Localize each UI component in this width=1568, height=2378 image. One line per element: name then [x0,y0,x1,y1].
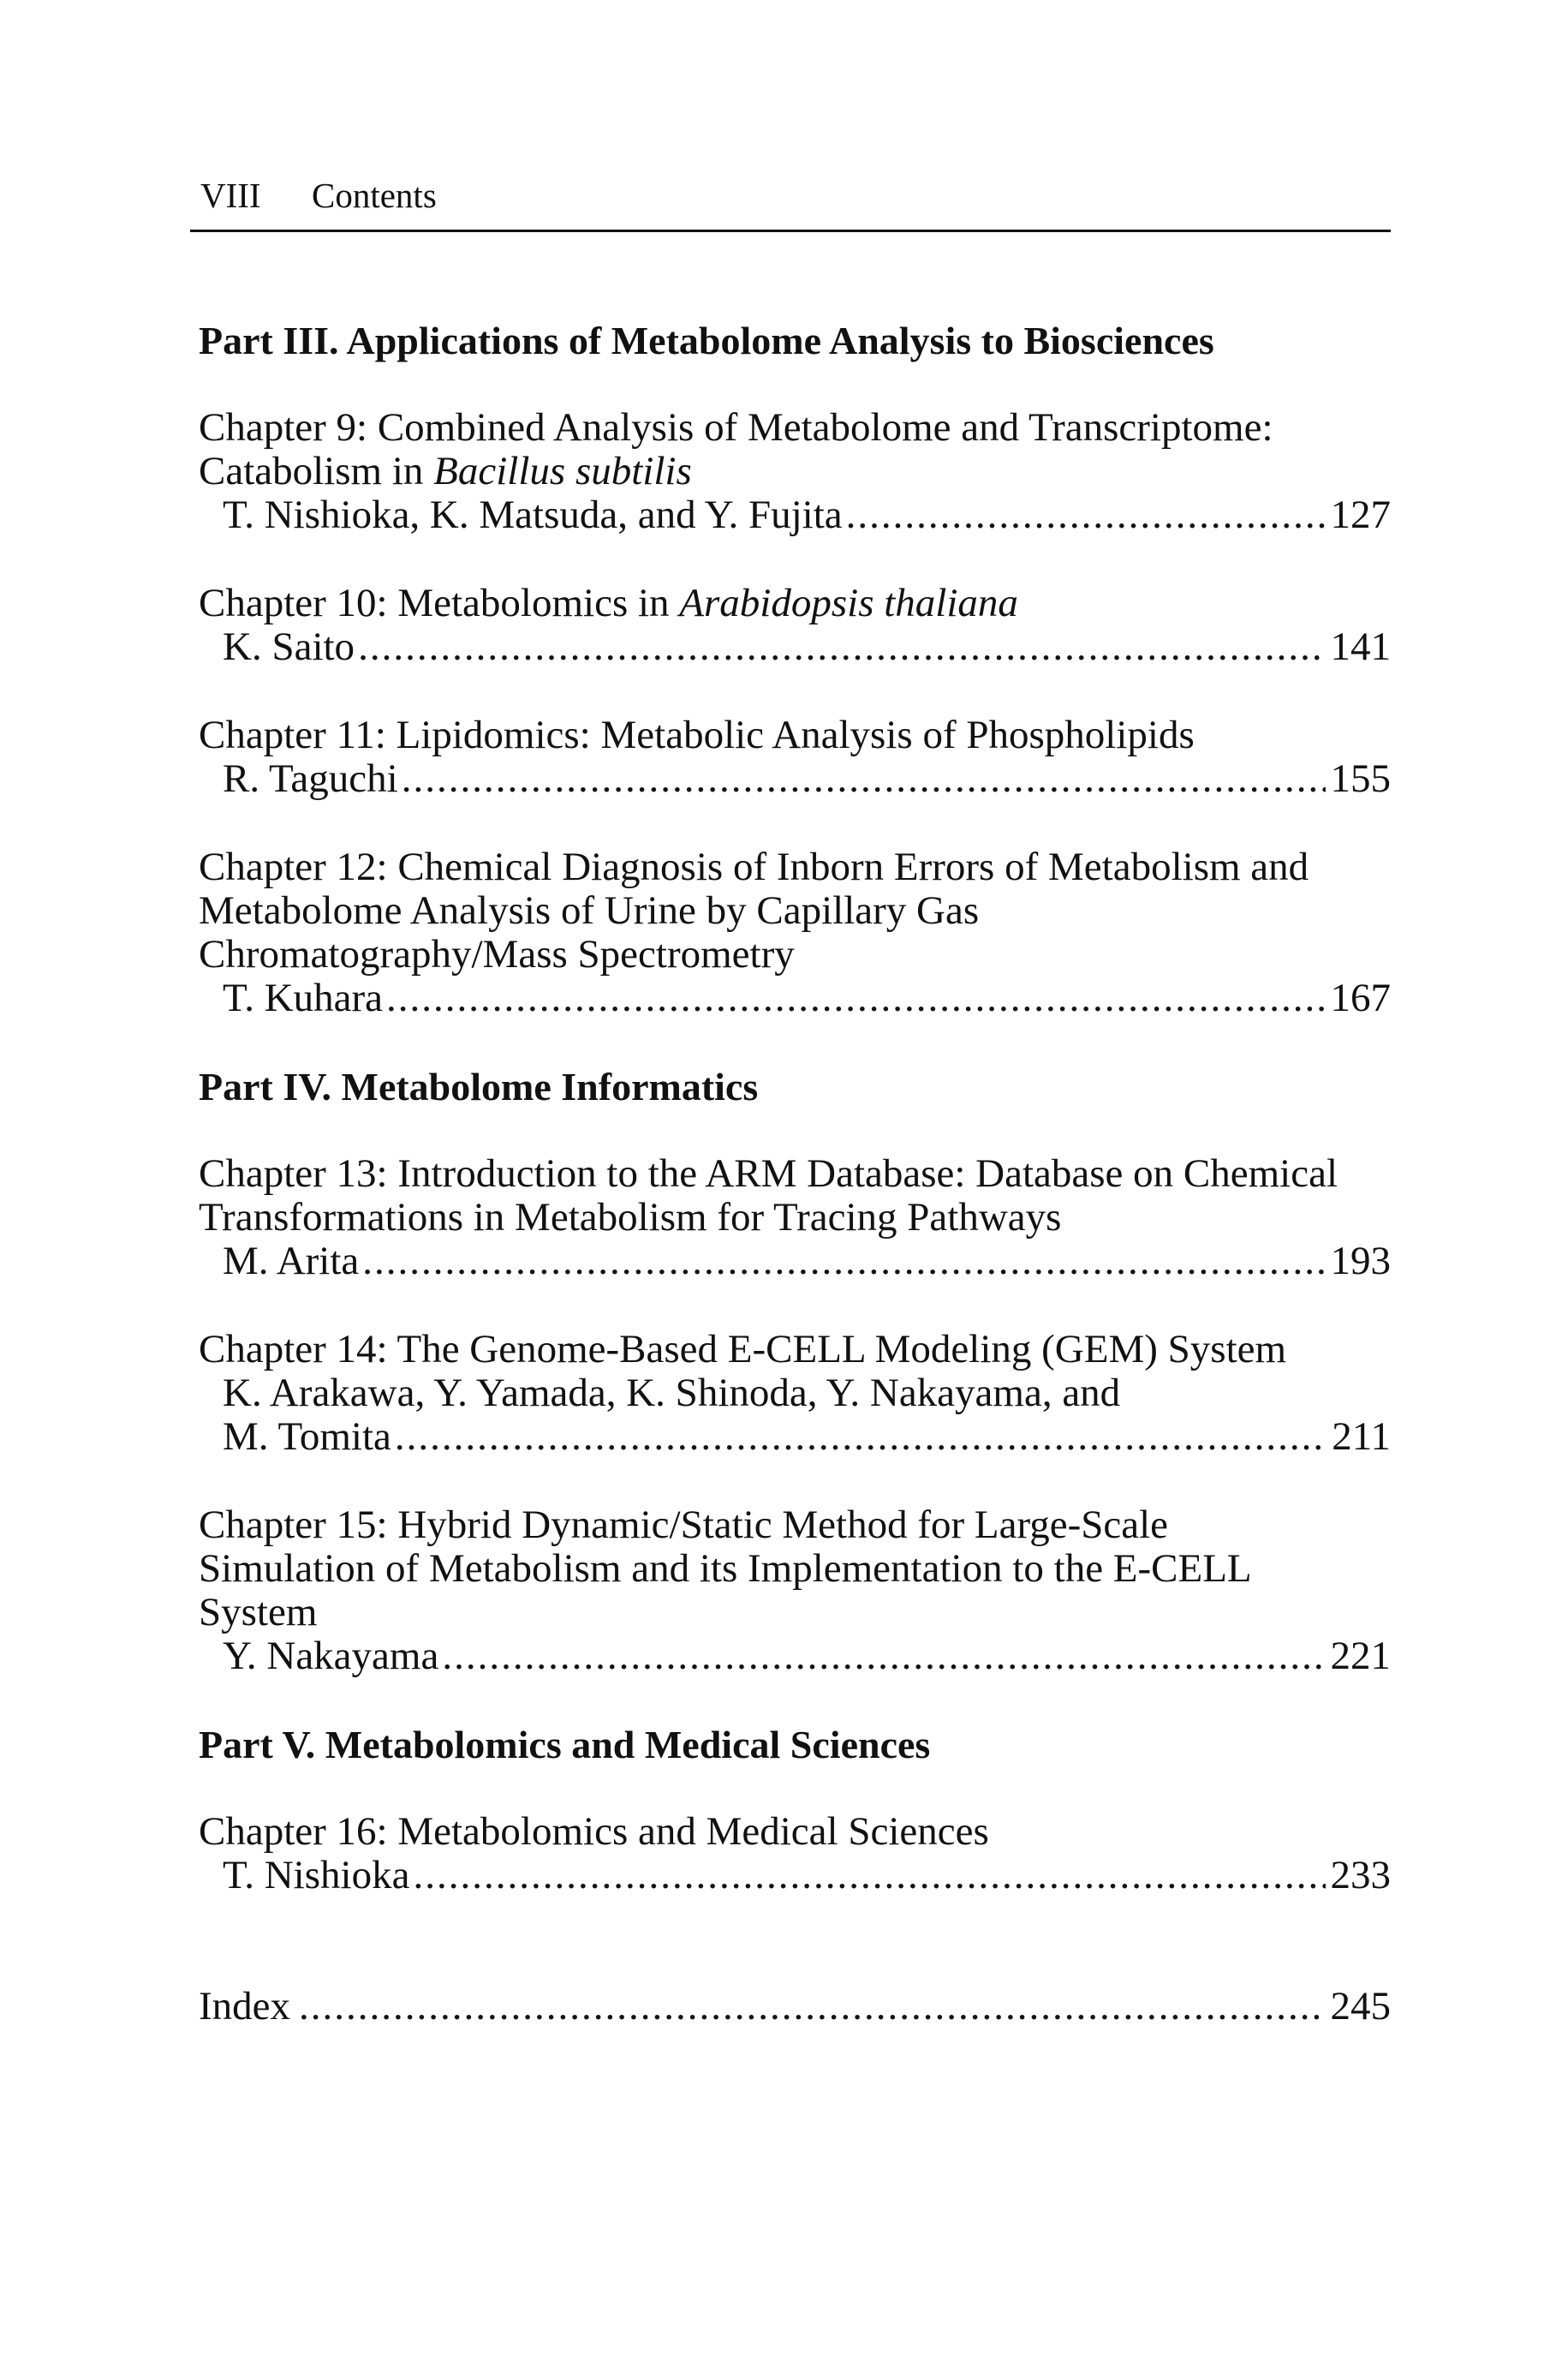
chapter-page-number: 211 [1332,1414,1391,1459]
chapter-title: System [199,1590,318,1634]
header-rule [190,230,1391,232]
author-line [199,977,1391,1020]
chapter-title: Chapter 12: Chemical Diagnosis of Inborn Errors of Metabolism and [199,845,1309,889]
chapter-title: Chapter 14: The Genome-Based E-CELL Modeling (GEM) System [199,1327,1287,1371]
toc-entry-chapter-15[interactable] [199,1503,1391,1678]
chapter-title: Chapter 16: Metabolomics and Medical Sciences [199,1809,989,1854]
dot-leader [402,757,1326,801]
table-of-contents [199,319,1391,2028]
chapter-authors: T. Nishioka, K. Matsuda, and Y. Fujita [223,493,843,537]
toc-entry-chapter-16[interactable] [199,1810,1391,1897]
chapter-authors: K. Saito [223,624,355,669]
dot-leader [846,493,1326,537]
running-head [200,175,437,216]
dot-leader [362,1240,1325,1283]
dot-leader [413,1854,1325,1897]
dot-leader [395,1415,1327,1459]
toc-entry-chapter-14[interactable] [199,1328,1391,1459]
chapter-authors: K. Arakawa, Y. Yamada, K. Shinoda, Y. Nakayama, and [223,1371,1121,1415]
chapter-title: Catabolism in Bacillus subtilis [199,449,692,493]
toc-entry-chapter-13[interactable] [199,1152,1391,1283]
dot-leader [386,977,1325,1020]
toc-entry-index[interactable] [199,1985,1391,2028]
author-line [199,493,1391,537]
running-title: Contents [312,176,437,215]
author-line [199,625,1391,669]
chapter-title: Chapter 10: Metabolomics in Arabidopsis thaliana [199,581,1018,625]
chapter-title: Chapter 9: Combined Analysis of Metabolome and Transcriptome: [199,405,1273,450]
dot-leader [358,625,1325,669]
chapter-title: Transformations in Metabolism for Tracing Pathways [199,1195,1062,1240]
chapter-title: Metabolome Analysis of Urine by Capillary Gas [199,888,980,933]
species-name: Bacillus subtilis [433,449,692,493]
toc-entry-chapter-12[interactable] [199,845,1391,1020]
dot-leader [442,1634,1325,1678]
page-number: VIII [200,176,261,215]
chapter-authors: T. Kuhara [223,976,384,1020]
author-line [199,1240,1391,1283]
chapter-authors: M. Arita [223,1239,360,1283]
author-line [199,1854,1391,1897]
chapter-page-number: 193 [1330,1239,1391,1283]
part-heading: Part III. Applications of Metabolome Analysis to Biosciences [199,319,1214,362]
part-heading: Part V. Metabolomics and Medical Sciences [199,1723,931,1766]
chapter-authors: T. Nishioka [223,1853,410,1897]
chapter-title: Chapter 11: Lipidomics: Metabolic Analysis of Phospholipids [199,713,1195,757]
author-line [199,757,1391,801]
toc-entry-chapter-11[interactable] [199,714,1391,801]
part-heading: Part IV. Metabolome Informatics [199,1065,759,1108]
chapter-page-number: 127 [1330,493,1391,537]
author-line [199,1415,1391,1459]
chapter-title: Chapter 13: Introduction to the ARM Database: Database on Chemical [199,1151,1338,1196]
chapter-page-number: 221 [1330,1634,1391,1678]
chapter-title: Simulation of Metabolism and its Implementation to the E-CELL [199,1546,1252,1591]
toc-entry-chapter-9[interactable] [199,406,1391,537]
index-page-number: 245 [1330,1984,1391,2028]
chapter-page-number: 141 [1330,624,1391,669]
chapter-title: Chromatography/Mass Spectrometry [199,932,795,977]
toc-entry-chapter-10[interactable] [199,582,1391,669]
chapter-page-number: 167 [1330,976,1391,1020]
chapter-authors: M. Tomita [223,1414,391,1459]
chapter-page-number: 155 [1330,756,1391,801]
chapter-authors: Y. Nakayama [223,1634,439,1678]
chapter-title: Chapter 15: Hybrid Dynamic/Static Method for Large-Scale [199,1503,1169,1547]
chapter-page-number: 233 [1330,1853,1391,1897]
index-label: Index [199,1984,291,2028]
chapter-authors: R. Taguchi [223,756,398,801]
dot-leader [299,1985,1325,2028]
author-line [199,1634,1391,1678]
species-name: Arabidopsis thaliana [679,581,1018,625]
